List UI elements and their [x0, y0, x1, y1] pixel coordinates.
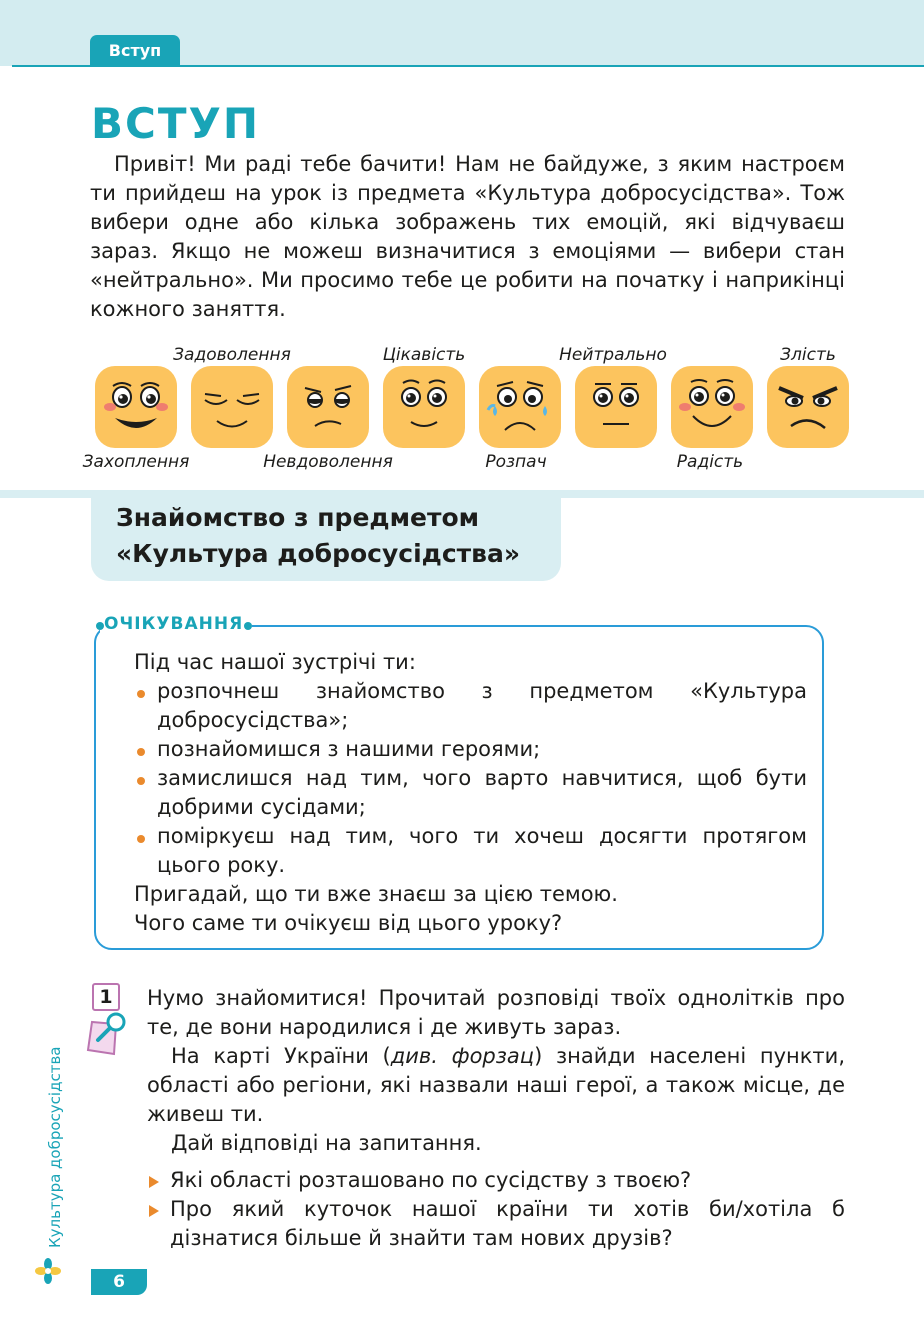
intro-paragraph: Привіт! Ми раді тебе бачити! Нам не байдуже, з яким настроєм ти прийдеш на урок із предмета «Культура добросусідства». Тож вибери одне або кілька зображень тих емоцій, які відчуваєш зараз. Якщо не можеш визначитися з емоціями — вибери стан «нейтрально». Ми просимо тебе це робити на початку і наприкінці кожного заняття.: [90, 152, 845, 321]
displeasure-face-icon[interactable]: [287, 366, 369, 448]
expectations-outro1: Пригадай, що ти вже знаєш за цією темою.: [134, 882, 618, 906]
expectations-list: [134, 677, 807, 880]
emotion-label-anger: Злість: [780, 345, 836, 365]
page-number: 6: [91, 1269, 147, 1295]
satisfaction-face-icon[interactable]: [191, 366, 273, 448]
page-title: ВСТУП: [91, 99, 261, 148]
emotion-label-joy: Радість: [676, 452, 744, 472]
task1-paragraph1: Нумо знайомитися! Прочитай розповіді твоїх однолітків про те, де вони народилися і де живуть зараз.: [147, 986, 845, 1039]
despair-face-icon[interactable]: [479, 366, 561, 448]
emotion-label-neutral: Нейтрально: [559, 345, 667, 365]
excitement-face-icon[interactable]: [95, 366, 177, 448]
topic-title-line2: «Культура добросусідства»: [116, 539, 520, 568]
topic-title-line1: Знайомство з предметом: [116, 503, 480, 532]
expectations-dot-left: [96, 622, 104, 630]
emotion-label-curiosity: Цікавість: [382, 345, 466, 365]
anger-face-icon[interactable]: [767, 366, 849, 448]
task1-paragraph3: Дай відповіді на запитання.: [171, 1131, 482, 1155]
question-item: Про який куточок нашої країни ти хотів би/хотіла б дізнатися більше й знайти там нових друзів?: [147, 1195, 845, 1253]
task-number: 1: [92, 983, 120, 1011]
emotion-label-satisfaction: Задоволення: [173, 345, 291, 365]
flower-logo-icon: [35, 1258, 61, 1284]
joy-face-icon[interactable]: [671, 366, 753, 448]
task1-paragraph2: На карті України (див. форзац) знайди населені пункти, області або регіони, які назвали наші герої, а також місце, де живеш ти.: [147, 1044, 845, 1126]
expectations-content: [134, 648, 807, 938]
emotion-label-despair: Розпач: [485, 452, 547, 472]
list-item: замислишся над тим, чого варто навчитися, щоб бути добрими сусідами;: [134, 764, 807, 822]
task1-content: [147, 984, 845, 1253]
question-item: Які області розташовано по сусідству з твоєю?: [147, 1166, 845, 1195]
neutral-face-icon[interactable]: [575, 366, 657, 448]
list-item: розпочнеш знайомство з предметом «Культура добросусідства»;: [134, 677, 807, 735]
expectations-outro2: Чого саме ти очікуєш від цього уроку?: [134, 911, 563, 935]
list-item: поміркуєш над тим, чого ти хочеш досягти протягом цього року.: [134, 822, 807, 880]
topic-title: [116, 500, 556, 572]
magnifier-card-icon: [86, 1010, 130, 1056]
expectations-lead: Під час нашої зустрічі ти:: [134, 650, 416, 674]
emotion-label-excitement: Захоплення: [82, 452, 190, 472]
expectations-dot-right: [244, 622, 252, 630]
side-subject-label: Культура добросусідства: [46, 1046, 64, 1248]
list-item: познайомишся з нашими героями;: [134, 735, 807, 764]
section-tab: Вступ: [90, 35, 180, 66]
emotion-label-displeasure: Невдоволення: [263, 452, 393, 472]
task1-questions: [147, 1166, 845, 1253]
expectations-label: ОЧІКУВАННЯ: [104, 614, 244, 634]
curiosity-face-icon[interactable]: [383, 366, 465, 448]
